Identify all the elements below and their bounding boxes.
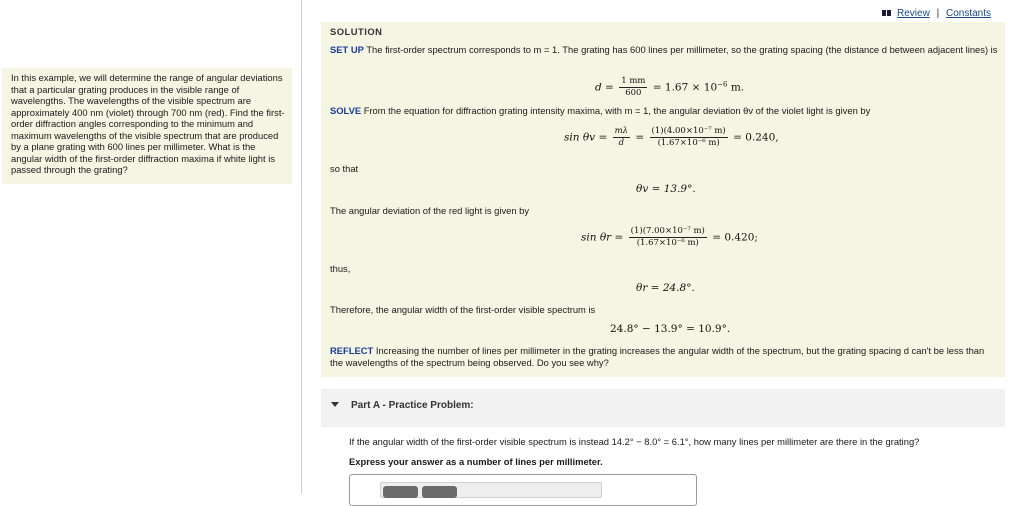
solve-text: From the equation for diffraction grating intensity maxima, with m = 1, the angular deviation θv of the violet light is given by	[363, 105, 871, 116]
templates-button[interactable]	[383, 486, 418, 498]
setup-paragraph	[330, 44, 998, 56]
equation-angular-width: 24.8° − 13.9° = 10.9°.	[610, 323, 731, 335]
part-a-question: If the angular width of the first-order visible spectrum is instead 14.2° − 8.0° = 6.1°, how many lines per millimeter are there in the grating?	[349, 436, 920, 447]
part-a-title: Part A - Practice Problem:	[351, 400, 474, 411]
red-light-text: The angular deviation of the red light is given by	[330, 205, 530, 216]
nav-separator: |	[936, 8, 940, 19]
intro-panel	[2, 68, 292, 184]
book-icon	[882, 10, 891, 16]
reflect-paragraph	[330, 345, 998, 369]
part-a-instruction: Express your answer as a number of lines per millimeter.	[349, 456, 603, 467]
solve-paragraph	[330, 105, 998, 117]
constants-link[interactable]: Constants	[945, 8, 991, 19]
equation-violet-sine: sin θv = $\frac{m\lambda}{d}$ = $\frac{\text{(1)(4.00×10⁻⁷ m)}}{\text{(1.67×10⁻⁶ m)}}$ = 0.240,	[564, 126, 779, 148]
equation-red-angle: θr = 24.8°.	[636, 282, 695, 294]
part-a-header[interactable]	[321, 389, 1005, 427]
intro-text: In this example, we will determine the range of angular deviations that a particular grating produces in the visible range of wavelengths. The wavelengths of the visible spectrum are approximately 400 nm (violet) through 700 nm (red). Find the first-order diffraction angles corresponding to the minimum and maximum wavelengths of the visible spectrum that are produced by a plane grating with 600 lines per millimeter. What is the angular width of the first-order diffraction maxima if white light is passed through the grating?	[11, 72, 285, 175]
therefore-text: Therefore, the angular width of the first-order visible spectrum is	[330, 304, 596, 315]
solution-title: SOLUTION	[330, 26, 383, 37]
reflect-text: Increasing the number of lines per millimeter in the grating increases the angular width of the spectrum, but the grating spacing d can't be less than the wavelengths of the spectrum being observed. Do you see why?	[330, 345, 985, 368]
symbols-button[interactable]	[422, 486, 457, 498]
review-link[interactable]: Review	[897, 8, 930, 19]
reflect-keyword: REFLECT	[330, 345, 374, 356]
column-divider	[301, 0, 302, 493]
so-that-text: so that	[330, 163, 359, 174]
setup-text: The first-order spectrum corresponds to m = 1. The grating has 600 lines per millimeter, so the grating spacing (the distance d between adjacent lines) is	[366, 44, 998, 55]
equation-red-sine: sin θr = $\frac{\text{(1)(7.00×10⁻⁷ m)}}{\text{(1.67×10⁻⁶ m)}}$ = 0.420;	[581, 226, 758, 248]
collapse-triangle-icon[interactable]	[331, 402, 339, 407]
solution-panel	[321, 22, 1005, 377]
equation-violet-angle: θv = 13.9°.	[636, 183, 696, 195]
setup-keyword: SET UP	[330, 44, 364, 55]
solve-keyword: SOLVE	[330, 105, 362, 116]
equation-grating-spacing: d = $\frac{1 mm}{600}$ = $1.67 \times 10^{-6}$ m.	[595, 76, 745, 98]
thus-text: thus,	[330, 263, 351, 274]
top-nav	[882, 8, 991, 19]
